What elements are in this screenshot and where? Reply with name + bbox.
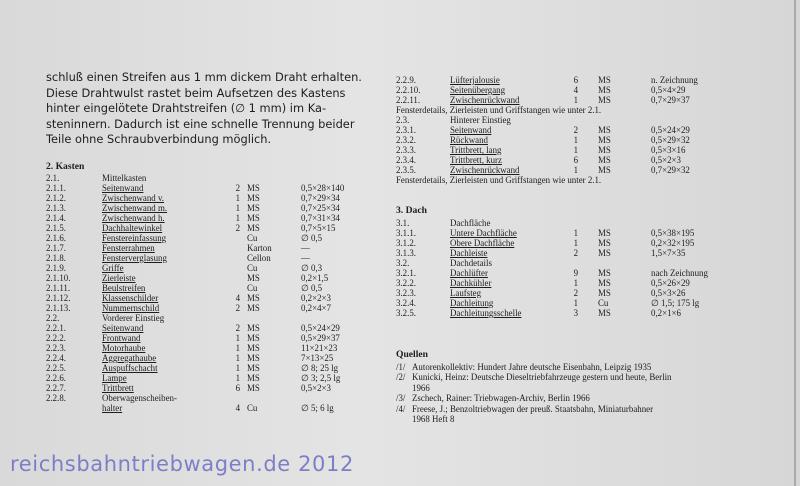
- parts-row: [46, 233, 376, 243]
- part-name: Auspuffschacht: [102, 363, 158, 373]
- parts-row: [46, 263, 376, 273]
- part-number: 2.3.3.: [396, 145, 416, 155]
- part-number: 2.1.13.: [46, 303, 71, 313]
- part-number: 2.3.5.: [396, 165, 416, 175]
- part-material: MS: [598, 278, 611, 288]
- source-text: Autorenkollektiv: Hundert Jahre deutsche Eisenbahn, Leipzig 1935: [412, 362, 652, 372]
- part-name: Aggregathaube: [102, 353, 157, 363]
- part-quantity: 1: [235, 213, 240, 223]
- part-dimensions: 1,5×7×35: [651, 248, 686, 258]
- part-quantity: 1: [573, 135, 578, 145]
- part-material: MS: [598, 135, 611, 145]
- part-number: 2.1.6.: [46, 233, 66, 243]
- source-line: [396, 362, 652, 372]
- parts-row: [46, 323, 376, 333]
- part-quantity: 2: [573, 288, 578, 298]
- part-number: 2.2.4.: [46, 353, 66, 363]
- part-quantity: 2: [235, 183, 240, 193]
- part-name: Trittbrett, kurz: [450, 155, 502, 165]
- parts-row: [396, 278, 736, 288]
- part-dimensions: ∅ 3; 2,5 lg: [301, 373, 341, 383]
- parts-row: [46, 223, 376, 233]
- part-dimensions: 0,7×25×34: [301, 203, 340, 213]
- part-quantity: 4: [235, 403, 240, 413]
- part-name: Dachleitung: [450, 298, 494, 308]
- part-name: Vorderer Einstieg: [102, 313, 165, 323]
- source-line: [396, 413, 455, 424]
- parts-rows-einstieg-vorn: [396, 75, 736, 105]
- part-number: 2.2.6.: [46, 373, 66, 383]
- part-name: Mittelkasten: [102, 173, 147, 183]
- part-quantity: 2: [573, 248, 578, 258]
- part-quantity: 6: [573, 155, 578, 165]
- part-name: Dachlüfter: [450, 268, 488, 278]
- parts-row: [396, 298, 736, 308]
- part-number: 2.2.11.: [396, 95, 421, 105]
- part-number: 2.3.4.: [396, 155, 416, 165]
- part-material: MS: [247, 383, 260, 393]
- part-name: Seitenwand: [102, 323, 144, 333]
- part-dimensions: 0,5×4×29: [651, 85, 686, 95]
- part-number: 2.2.1.: [46, 323, 66, 333]
- parts-row: [46, 293, 376, 303]
- part-number: 2.1.10.: [46, 273, 71, 283]
- page-edge-divider: [794, 0, 796, 486]
- source-marker: /4/: [396, 403, 406, 414]
- part-name: Frontwand: [102, 333, 141, 343]
- part-quantity: 1: [235, 333, 240, 343]
- part-number: 3.2.4.: [396, 298, 416, 308]
- part-material: MS: [247, 193, 260, 203]
- part-material: MS: [247, 363, 260, 373]
- part-quantity: 1: [573, 278, 578, 288]
- parts-row: [46, 213, 376, 223]
- parts-row: [46, 343, 376, 353]
- part-number: 2.1.9.: [46, 263, 66, 273]
- part-name: Trittbrett: [102, 383, 134, 393]
- parts-row: [396, 75, 736, 85]
- intro-line: schluß einen Streifen aus 1 mm dickem Draht erhalten.: [46, 70, 362, 84]
- parts-row: [396, 288, 736, 298]
- part-material: MS: [247, 273, 260, 283]
- part-dimensions: 0,7×5×15: [301, 223, 336, 233]
- part-quantity: 1: [235, 363, 240, 373]
- part-name: Lüfterjalousie: [450, 75, 500, 85]
- parts-row: [396, 228, 736, 238]
- part-number: 2.2.7.: [46, 383, 66, 393]
- part-material: Cu: [598, 298, 609, 308]
- part-dimensions: 0,7×29×37: [651, 95, 690, 105]
- part-name: halter: [102, 403, 123, 413]
- part-name: Lampe: [102, 373, 127, 383]
- sources-section: [396, 349, 672, 424]
- part-quantity: 3: [573, 308, 578, 318]
- part-dimensions: n. Zeichnung: [651, 75, 698, 85]
- part-quantity: 1: [573, 145, 578, 155]
- part-dimensions: 0,5×26×29: [651, 278, 690, 288]
- part-number: 3.2.3.: [396, 288, 416, 298]
- source-text: 1966: [412, 382, 430, 393]
- part-name: Zierleiste: [102, 273, 136, 283]
- parts-row: [396, 248, 736, 258]
- parts-row: [396, 145, 736, 155]
- source-text: Freese, J.; Benzoltriebwagen der preuß. Staatsbahn, Miniaturbahner: [412, 403, 654, 414]
- part-dimensions: 0,5×2×3: [301, 383, 331, 393]
- part-quantity: 9: [573, 268, 578, 278]
- part-number: 3.2.1.: [396, 268, 416, 278]
- part-number: 2.1.4.: [46, 213, 66, 223]
- note-fensterdetails-1: Fensterdetails, Zierleisten und Griffstangen wie unter 2.1.: [396, 105, 602, 115]
- part-dimensions: 0,2×32×195: [651, 238, 695, 248]
- parts-row: [46, 363, 376, 373]
- part-material: MS: [598, 75, 611, 85]
- part-name: Griffe: [102, 263, 124, 273]
- part-name: Obere Dachfläche: [450, 238, 515, 248]
- part-quantity: 1: [235, 373, 240, 383]
- intro-paragraph: [46, 70, 376, 148]
- part-number: 3.1.: [396, 218, 410, 228]
- part-quantity: 1: [235, 203, 240, 213]
- part-number: 2.1.1.: [46, 183, 66, 193]
- part-material: MS: [598, 125, 611, 135]
- part-name: Zwischenrückwand: [450, 165, 520, 175]
- part-dimensions: ∅ 0,5: [301, 283, 323, 293]
- part-number: 2.1.8.: [46, 253, 66, 263]
- part-dimensions: ∅ 0,3: [301, 263, 323, 273]
- part-material: MS: [598, 228, 611, 238]
- part-dimensions: 0,5×3×26: [651, 288, 686, 298]
- parts-rows-einstieg-hinten: [396, 115, 736, 175]
- part-name: Zwischenwand h.: [102, 213, 165, 223]
- part-number: 2.1.12.: [46, 293, 71, 303]
- parts-row: [396, 85, 736, 95]
- part-material: MS: [598, 268, 611, 278]
- source-line: [396, 372, 672, 383]
- part-number: 2.2.10.: [396, 85, 421, 95]
- part-dimensions: 0,5×3×16: [651, 145, 686, 155]
- source-text: Zschech, Rainer: Triebwagen-Archiv, Berlin 1966: [412, 393, 590, 404]
- part-dimensions: ∅ 8; 25 lg: [301, 363, 339, 373]
- parts-row: [396, 95, 736, 105]
- part-dimensions: 0,2×1×6: [651, 308, 681, 318]
- note-fensterdetails-2: Fensterdetails, Zierleisten und Griffstangen wie unter 2.1.: [396, 175, 602, 185]
- intro-line: Teile ohne Schraubverbindung möglich.: [46, 132, 272, 147]
- intro-line: steninnern. Dadurch ist eine schnelle Trennung beider: [46, 116, 355, 131]
- part-name: Dachleiste: [450, 248, 488, 258]
- part-dimensions: ∅ 5; 6 lg: [301, 403, 334, 413]
- part-material: MS: [247, 343, 260, 353]
- part-number: 3.2.5.: [396, 308, 416, 318]
- part-dimensions: 11×21×23: [301, 343, 338, 353]
- part-name: Rückwand: [450, 135, 488, 145]
- part-dimensions: —: [301, 253, 310, 263]
- part-material: MS: [247, 223, 260, 233]
- part-dimensions: 0,7×31×34: [301, 213, 340, 223]
- parts-row: [46, 203, 376, 213]
- part-name: Klassenschilder: [102, 293, 159, 303]
- parts-row: [46, 273, 376, 283]
- part-number: 2.3.: [396, 115, 410, 125]
- part-material: MS: [247, 293, 260, 303]
- part-number: 2.1.11.: [46, 283, 71, 293]
- part-material: MS: [598, 308, 611, 318]
- part-quantity: 2: [235, 323, 240, 333]
- part-name: Seitenwand: [102, 183, 144, 193]
- parts-row: [396, 258, 736, 268]
- intro-line: Diese Drahtwulst rastet beim Aufsetzen des Kastens: [46, 85, 346, 100]
- part-material: MS: [598, 288, 611, 298]
- part-material: MS: [247, 213, 260, 223]
- part-name: Motorhaube: [102, 343, 146, 353]
- part-dimensions: 0,5×29×37: [301, 333, 340, 343]
- part-number: 3.1.3.: [396, 248, 416, 258]
- source-marker: /1/: [396, 362, 406, 372]
- part-number: 2.1.: [46, 173, 60, 183]
- part-name: Dachleitungsschelle: [450, 308, 522, 318]
- part-material: MS: [598, 145, 611, 155]
- section-heading-kasten: 2. Kasten: [46, 161, 85, 172]
- part-material: Cu: [247, 233, 258, 243]
- part-material: MS: [247, 203, 260, 213]
- parts-row: [396, 268, 736, 278]
- part-material: MS: [247, 183, 260, 193]
- parts-row: [396, 308, 736, 318]
- part-number: 2.3.1.: [396, 125, 416, 135]
- parts-row: [46, 183, 376, 193]
- part-dimensions: ∅ 1,5; 175 lg: [651, 298, 700, 308]
- parts-row: [396, 125, 736, 135]
- part-dimensions: 0,7×29×34: [301, 193, 340, 203]
- part-dimensions: 0,5×24×29: [301, 323, 340, 333]
- part-number: 2.2.: [46, 313, 60, 323]
- part-material: MS: [247, 303, 260, 313]
- part-quantity: 1: [573, 228, 578, 238]
- part-number: 3.2.2.: [396, 278, 416, 288]
- parts-row: [46, 243, 376, 253]
- part-material: Karton: [247, 243, 272, 253]
- part-dimensions: —: [301, 243, 310, 253]
- part-material: Cu: [247, 263, 258, 273]
- part-dimensions: ∅ 0,5: [301, 233, 323, 243]
- part-quantity: 6: [573, 75, 578, 85]
- parts-row: [46, 193, 376, 203]
- part-material: MS: [247, 353, 260, 363]
- part-name: Dachdetails: [450, 258, 492, 268]
- part-material: Cu: [247, 283, 258, 293]
- part-name: Dachfläche: [450, 218, 491, 228]
- part-number: 2.1.7.: [46, 243, 66, 253]
- parts-row: [46, 383, 376, 393]
- part-material: MS: [598, 155, 611, 165]
- part-dimensions: 7×13×25: [301, 353, 334, 363]
- parts-row: [46, 393, 376, 403]
- part-dimensions: 0,7×29×32: [651, 165, 690, 175]
- parts-row: [396, 135, 736, 145]
- part-number: 2.1.5.: [46, 223, 66, 233]
- part-dimensions: 0,5×38×195: [651, 228, 695, 238]
- section-heading-dach: 3. Dach: [396, 205, 427, 216]
- part-material: MS: [247, 373, 260, 383]
- part-name: Seitenübergang: [450, 85, 506, 95]
- source-marker: /3/: [396, 393, 406, 404]
- part-name: Oberwagenscheiben-: [102, 393, 177, 403]
- part-quantity: 1: [573, 95, 578, 105]
- part-material: MS: [247, 333, 260, 343]
- parts-row: [396, 115, 736, 125]
- part-material: MS: [598, 238, 611, 248]
- part-name: Fensterrahmen: [102, 243, 155, 253]
- part-quantity: 1: [573, 165, 578, 175]
- parts-row: [46, 313, 376, 323]
- part-name: Zwischenwand m.: [102, 203, 168, 213]
- part-quantity: 1: [235, 343, 240, 353]
- part-dimensions: nach Zeichnung: [651, 268, 708, 278]
- part-dimensions: 0,5×29×32: [651, 135, 690, 145]
- source-text: Kunicki, Heinz: Deutsche Dieseltriebfahrzeuge gestern und heute, Berlin: [412, 372, 672, 383]
- parts-row: [46, 373, 376, 383]
- part-name: Beulstreifen: [102, 283, 146, 293]
- source-line: [396, 383, 428, 393]
- parts-list-kasten: [46, 162, 376, 413]
- part-material: MS: [598, 165, 611, 175]
- parts-list-right: [396, 75, 736, 318]
- part-quantity: 1: [235, 193, 240, 203]
- part-number: 2.1.3.: [46, 203, 66, 213]
- part-name: Untere Dachfläche: [450, 228, 517, 238]
- part-number: 2.2.3.: [46, 343, 66, 353]
- sources-heading: Quellen: [396, 349, 428, 360]
- part-name: Trittbrett, lang: [450, 145, 502, 155]
- part-quantity: 6: [235, 383, 240, 393]
- part-number: 2.2.2.: [46, 333, 66, 343]
- part-name: Hinterer Einstieg: [450, 115, 511, 125]
- part-name: Dachhaltewinkel: [102, 223, 163, 233]
- part-number: 2.3.2.: [396, 135, 416, 145]
- parts-row: [46, 353, 376, 363]
- parts-row: [396, 165, 736, 175]
- part-number: 3.2.: [396, 258, 410, 268]
- part-number: 2.1.2.: [46, 193, 66, 203]
- parts-row: [396, 218, 736, 228]
- part-name: Fensterverglasung: [102, 253, 167, 263]
- parts-row: [396, 238, 736, 248]
- part-number: 2.2.5.: [46, 363, 66, 373]
- part-material: MS: [247, 323, 260, 333]
- parts-row: [46, 303, 376, 313]
- parts-row: [396, 155, 736, 165]
- part-name: Laufsteg: [450, 288, 482, 298]
- part-quantity: 2: [235, 303, 240, 313]
- part-material: Cu: [247, 403, 258, 413]
- part-quantity: 4: [235, 293, 240, 303]
- source-text: 1968 Heft 8: [412, 413, 455, 424]
- part-name: Dachkühler: [450, 278, 492, 288]
- part-name: Zwischenwand v.: [102, 193, 165, 203]
- part-material: Cellon: [247, 253, 271, 263]
- part-material: MS: [598, 248, 611, 258]
- part-name: Fenstereinfassung: [102, 233, 167, 243]
- part-dimensions: 0,5×28×140: [301, 183, 345, 193]
- part-number: 2.2.8.: [46, 393, 66, 403]
- parts-row: [46, 403, 376, 413]
- part-dimensions: 0,2×2×3: [301, 293, 331, 303]
- parts-row: [46, 333, 376, 343]
- part-name: Seitenwand: [450, 125, 492, 135]
- parts-rows-kasten: [46, 173, 376, 413]
- part-quantity: 1: [573, 238, 578, 248]
- part-quantity: 1: [235, 353, 240, 363]
- part-quantity: 2: [235, 223, 240, 233]
- part-number: 2.2.9.: [396, 75, 416, 85]
- part-number: 3.1.1.: [396, 228, 416, 238]
- part-material: MS: [598, 85, 611, 95]
- part-dimensions: 0,5×24×29: [651, 125, 690, 135]
- watermark-text: reichsbahntriebwagen.de 2012: [10, 452, 354, 476]
- source-line: [396, 403, 654, 414]
- part-name: Zwischenrückwand: [450, 95, 520, 105]
- part-quantity: 1: [573, 298, 578, 308]
- source-line: [396, 393, 590, 404]
- sources-list: [396, 362, 672, 424]
- parts-row: [46, 283, 376, 293]
- part-number: 3.1.2.: [396, 238, 416, 248]
- parts-row: [46, 253, 376, 263]
- part-quantity: 4: [573, 85, 578, 95]
- part-dimensions: 0,2×1,5: [301, 273, 329, 283]
- parts-rows-dach: [396, 218, 736, 318]
- part-dimensions: 0,5×2×3: [651, 155, 681, 165]
- source-marker: /2/: [396, 372, 406, 383]
- intro-line: hinter eingelötete Drahtstreifen (∅ 1 mm) im Ka-: [46, 101, 327, 116]
- parts-row: [46, 173, 376, 183]
- part-dimensions: 0,2×4×7: [301, 303, 331, 313]
- part-quantity: 2: [573, 125, 578, 135]
- part-material: MS: [598, 95, 611, 105]
- part-name: Nummernschild: [102, 303, 160, 313]
